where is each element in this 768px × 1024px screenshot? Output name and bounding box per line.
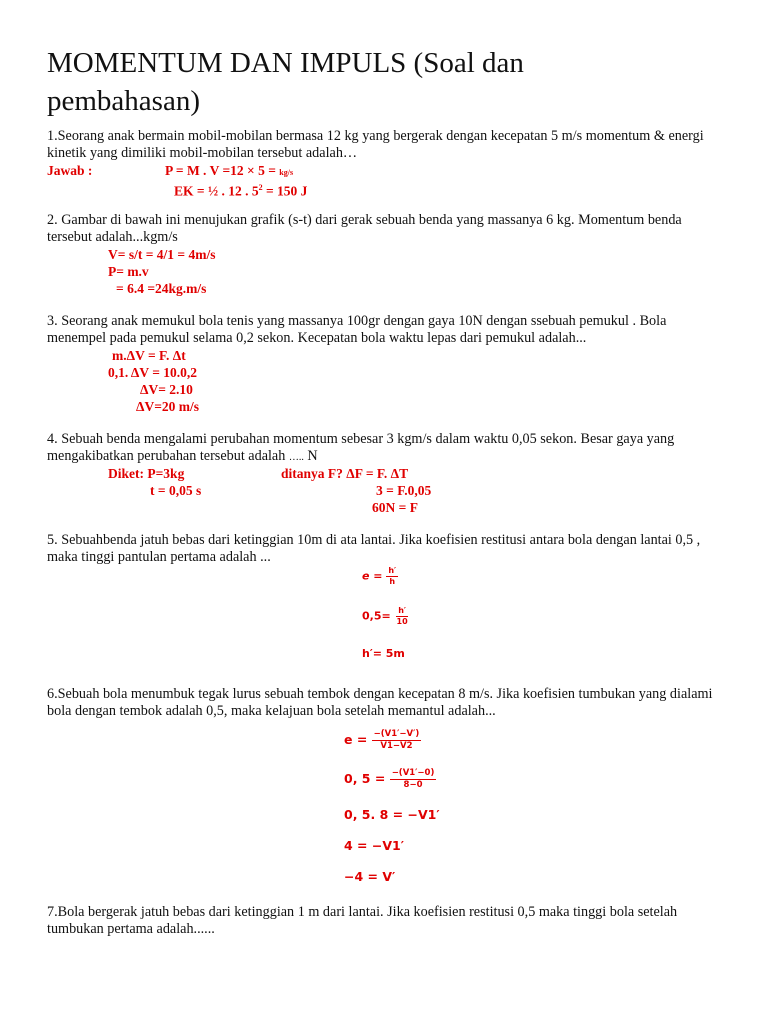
q1-ek-eq: EK = ½ . 12 . 5 — [174, 183, 259, 199]
q1-jawab-label: Jawab : — [47, 163, 93, 178]
question-2-text: 2. Gambar di bawah ini menujukan grafik (s-t) dari gerak sebuah benda yang massanya 6 kg. Momentum benda tersebut adalah...kgm/s — [47, 212, 682, 245]
q4-equation-2: 3 = F.0,05 — [376, 483, 432, 498]
q4-text-main: 4. Sebuah benda mengalami perubahan momentum sebesar 3 kgm/s dalam waktu 0,05 sekon. Besar gaya yang mengakibatkan perubahan tersebut adalah — [47, 431, 675, 464]
q4-ditanya: ditanya F? ΔF = F. ΔT — [281, 466, 409, 481]
q1-ek-exponent: 2 — [258, 183, 263, 192]
q6-fraction-2 — [390, 768, 437, 791]
q6-l2-num: −(V1′−0) — [391, 768, 435, 778]
q3-answer-line-4: ΔV=20 m/s — [136, 399, 200, 414]
q2-answer-line-1: V= s/t = 4/1 = 4m/s — [108, 247, 216, 262]
q5-f2-num: h′ — [398, 606, 407, 615]
q4-equation-3: 60N = F — [372, 500, 418, 515]
q6-formula-1 — [344, 729, 421, 752]
question-5-text: 5. Sebuahbenda jatuh bebas dari ketinggian 10m di ata lantai. Jika koefisien restitusi antara bola dengan lantai 0,5 , maka tinggi pantulan pertama adalah ... — [47, 532, 701, 565]
q5-f1-num: h′ — [388, 566, 397, 575]
q2-answer-line-3: = 6.4 =24kg.m/s — [116, 281, 207, 296]
q5-f1-den: h — [389, 577, 396, 586]
q6-l1-num: −(V1′−V′) — [373, 729, 420, 739]
q1-ek-result: = 150 J — [262, 183, 308, 199]
q2-answer-line-2: P= m.v — [108, 264, 149, 279]
q6-l1-lhs: e = — [344, 732, 368, 747]
q6-formula-3: 0, 5. 8 = −V1′ — [344, 807, 440, 822]
q5-fraction-2 — [395, 606, 410, 627]
q5-e-lhs: e = — [362, 569, 383, 583]
q5-formula-2 — [362, 606, 410, 627]
q6-formula-5: −4 = V′ — [344, 869, 396, 884]
q6-l2-den: 8−0 — [403, 780, 423, 790]
q6-l1-den: V1−V2 — [380, 741, 413, 751]
q5-l2-lhs: 0,5= — [362, 609, 391, 623]
question-1-text: 1.Seorang anak bermain mobil-mobilan bermasa 12 kg yang bergerak dengan kecepatan 5 m/s momentum & energi kinetik yang dimiliki mobil-mobilan tersebut adalah… — [47, 128, 704, 161]
q5-f2-den: 10 — [396, 617, 408, 626]
q3-answer-line-2: 0,1. ΔV = 10.0,2 — [108, 365, 198, 380]
q1-answer-line-2 — [174, 179, 307, 200]
q6-formula-4: 4 = −V1′ — [344, 838, 405, 853]
q5-result: h′= 5m — [362, 647, 405, 660]
q3-answer-line-3: ΔV= 2.10 — [140, 382, 193, 397]
q3-answer-line-1: m.ΔV = F. Δt — [112, 348, 186, 363]
page-title: MOMENTUM DAN IMPULS (Soal dan pembahasan) — [47, 47, 524, 117]
question-4-text — [47, 431, 727, 466]
q6-formula-2 — [344, 768, 436, 791]
q6-l2-lhs: 0, 5 = — [344, 771, 386, 786]
q4-text-dots: ….. — [288, 452, 304, 463]
question-3-text: 3. Seorang anak memukul bola tenis yang massanya 100gr dengan gaya 10N dengan ssebuah pemukul . Bola menempel pada pemukul selama 0,2 sekon. Kecepatan bola waktu lepas dari pemukul adalah... — [47, 313, 667, 346]
q1-momentum-unit: kg/s — [279, 168, 294, 177]
question-7-text: 7.Bola bergerak jatuh bebas dari ketinggian 1 m dari lantai. Jika koefisien restitusi 0,5 maka tinggi bola setelah tumbukan pertama adalah...... — [47, 904, 678, 937]
q4-time: t = 0,05 s — [150, 483, 202, 498]
q5-formula-1 — [362, 566, 398, 587]
q5-fraction-1 — [386, 566, 398, 587]
q4-text-unit: N — [303, 448, 318, 464]
q1-momentum-eq: P = M . V =12 × 5 = — [165, 163, 280, 178]
q6-fraction-1 — [372, 729, 422, 752]
q4-diket: Diket: P=3kg — [108, 466, 185, 481]
question-6-text: 6.Sebuah bola menumbuk tegak lurus sebuah tembok dengan kecepatan 8 m/s. Jika koefisien tumbukan yang dialami bola dengan tembok adalah 0,5, maka kelajuan bola setelah memantul adalah... — [47, 686, 713, 719]
